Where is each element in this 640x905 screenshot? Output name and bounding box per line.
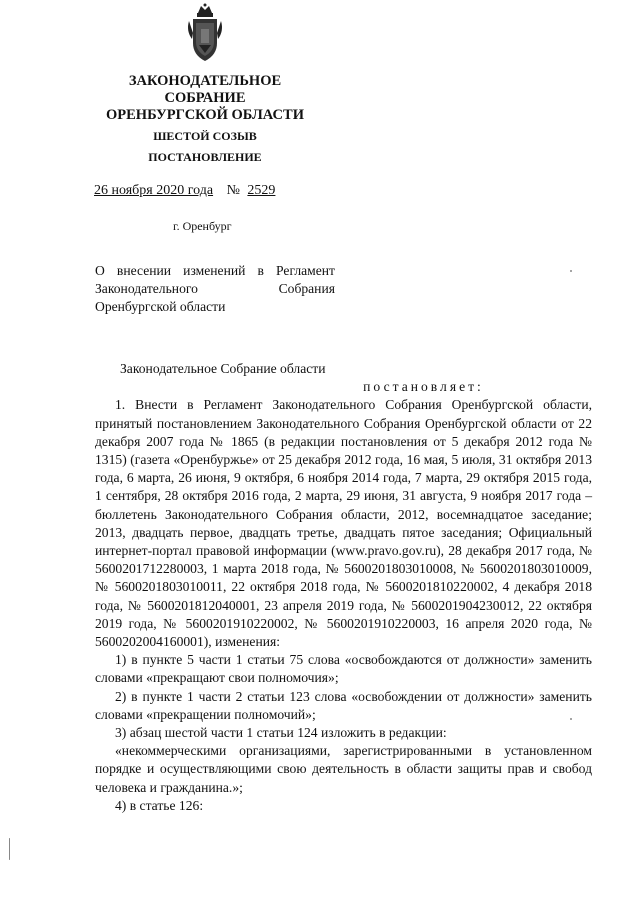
header-line-1: ЗАКОНОДАТЕЛЬНОЕ	[128, 73, 282, 89]
scan-speck	[570, 270, 572, 272]
convocation: ШЕСТОЙ СОЗЫВ	[153, 129, 257, 143]
city: г. Оренбург	[173, 219, 232, 233]
sub-item-3: 3) абзац шестой части 1 статьи 124 изложить в редакции:	[115, 725, 447, 741]
sub-item-1: 1) в пункте 5 части 1 статьи 75 слова «освобождаются от должности» заменить словами «прекращают свои полномочия»;	[95, 652, 592, 686]
scan-mark	[9, 838, 10, 860]
document-date: 26 ноября 2020 года	[94, 183, 214, 198]
document-type: ПОСТАНОВЛЕНИЕ	[148, 150, 262, 164]
sub-item-4: 4) в статье 126:	[115, 797, 204, 813]
quoted-text: «некоммерческими организациями, зарегистрированными в установленном порядке и осуществляющими свою деятельность в области защиты прав и свобод человека и гражданина.»;	[95, 743, 592, 795]
document-number: 2529	[247, 183, 276, 198]
item-1: 1. Внести в Регламент Законодательного Собрания Оренбургской области, принятый постановлением Законодательного Собрания Оренбургской области от 22 декабря 2007 года № 1865 (в редакции постановления от 5 декабря 2012 года № 1315) (газета «Оренбуржье» от 25 декабря 2012 года, 16 мая, 5 июля, 31 октября 2013 года, 6 марта, 26 июня, 9 октября, 6 ноября 2014 года, 7 марта, 29 октября 2015 года, 1 сентября, 28 октября 2016 года, 2 марта, 29 июня, 31 августа, 9 ноября 2017 года – бюллетень Законодательного Собрания области, 2012, восемнадцатое заседание; 2013, двадцать первое, двадцать третье, двадцать пятое заседания; Официальный интернет-портал правовой информации (www.pravo.gov.ru), 28 декабря 2017 года, № 5600201712280003, 1 марта 2018 года, № 5600201803010008, № 5600201803010009, № 5600201803010011, 22 октября 2018 года, № 5600201810220002, 4 декабря 2018 года, № 5600201812040001, 23 апреля 2019 года, № 5600201904230012, 22 октября 2019 года, № 5600201910220002, № 5600201910220003, 16 апреля 2020 года, № 5600202004160001), изменения:	[95, 397, 592, 650]
document-title: О внесении изменений в Регламент Законодательного Собрания Оренбургской области	[95, 263, 335, 314]
document-header	[60, 73, 350, 164]
resolves-text: постановляет:	[363, 379, 484, 395]
intro-text: Законодательное Собрание области	[120, 361, 326, 376]
number-sign: №	[226, 183, 240, 198]
sub-item-2: 2) в пункте 1 части 2 статьи 123 слова «освобождении от должности» заменить словами «прекращении полномочий»;	[95, 688, 592, 722]
document-body	[95, 360, 592, 815]
header-line-2: СОБРАНИЕ	[164, 90, 246, 106]
header-line-3: ОРЕНБУРГСКОЙ ОБЛАСТИ	[106, 107, 304, 123]
date-number-line	[94, 183, 311, 199]
coat-of-arms-emblem	[184, 3, 226, 65]
scan-speck	[570, 718, 572, 720]
